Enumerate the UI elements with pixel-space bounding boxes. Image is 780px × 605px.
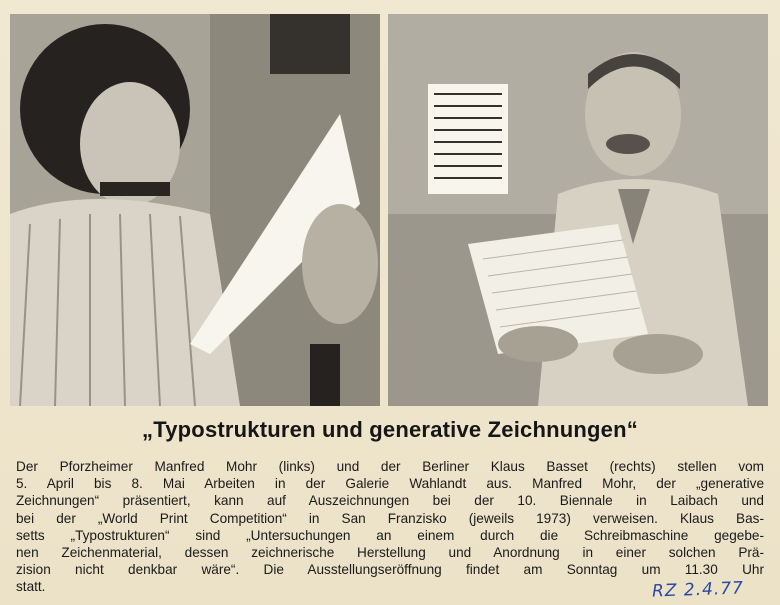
caption-line: Zeichnungen“ präsentiert, kann auf Auszeichnungen bei der 10. Biennale in Laibach und <box>16 493 764 509</box>
caption-line: zision nicht denkbar wäre“. Die Ausstellungseröffnung findet am Sonntag um 11.30 Uhr <box>16 562 764 578</box>
photo-klaus-basset <box>388 14 768 406</box>
photo-right-image <box>388 14 768 406</box>
caption-line: statt. <box>16 579 46 595</box>
caption-line: Der Pforzheimer Manfred Mohr (links) und der Berliner Klaus Basset (rechts) stellen vom <box>16 459 764 474</box>
handwritten-note: RZ 2.4.77 <box>651 578 745 602</box>
photo-manfred-mohr <box>10 14 380 406</box>
caption-text <box>16 458 764 596</box>
caption-line: 5. April bis 8. Mai Arbeiten in der Galerie Wahlandt aus. Manfred Mohr, der „generative <box>16 476 764 492</box>
photo-left-image <box>10 14 380 406</box>
caption-line: nen Zeichenmaterial, dessen zeichnerische Herstellung und Anordnung in einer solchen Prä- <box>16 545 764 561</box>
caption-line: setts „Typostrukturen“ sind „Untersuchungen an einem durch die Schreibmaschine gegebe- <box>16 527 764 543</box>
caption-line: bei der „World Print Competition“ in San Franzisko (jeweils 1973) verweisen. Klaus Bas- <box>16 510 764 526</box>
headline: „Typostrukturen und generative Zeichnungen“ <box>142 417 638 442</box>
